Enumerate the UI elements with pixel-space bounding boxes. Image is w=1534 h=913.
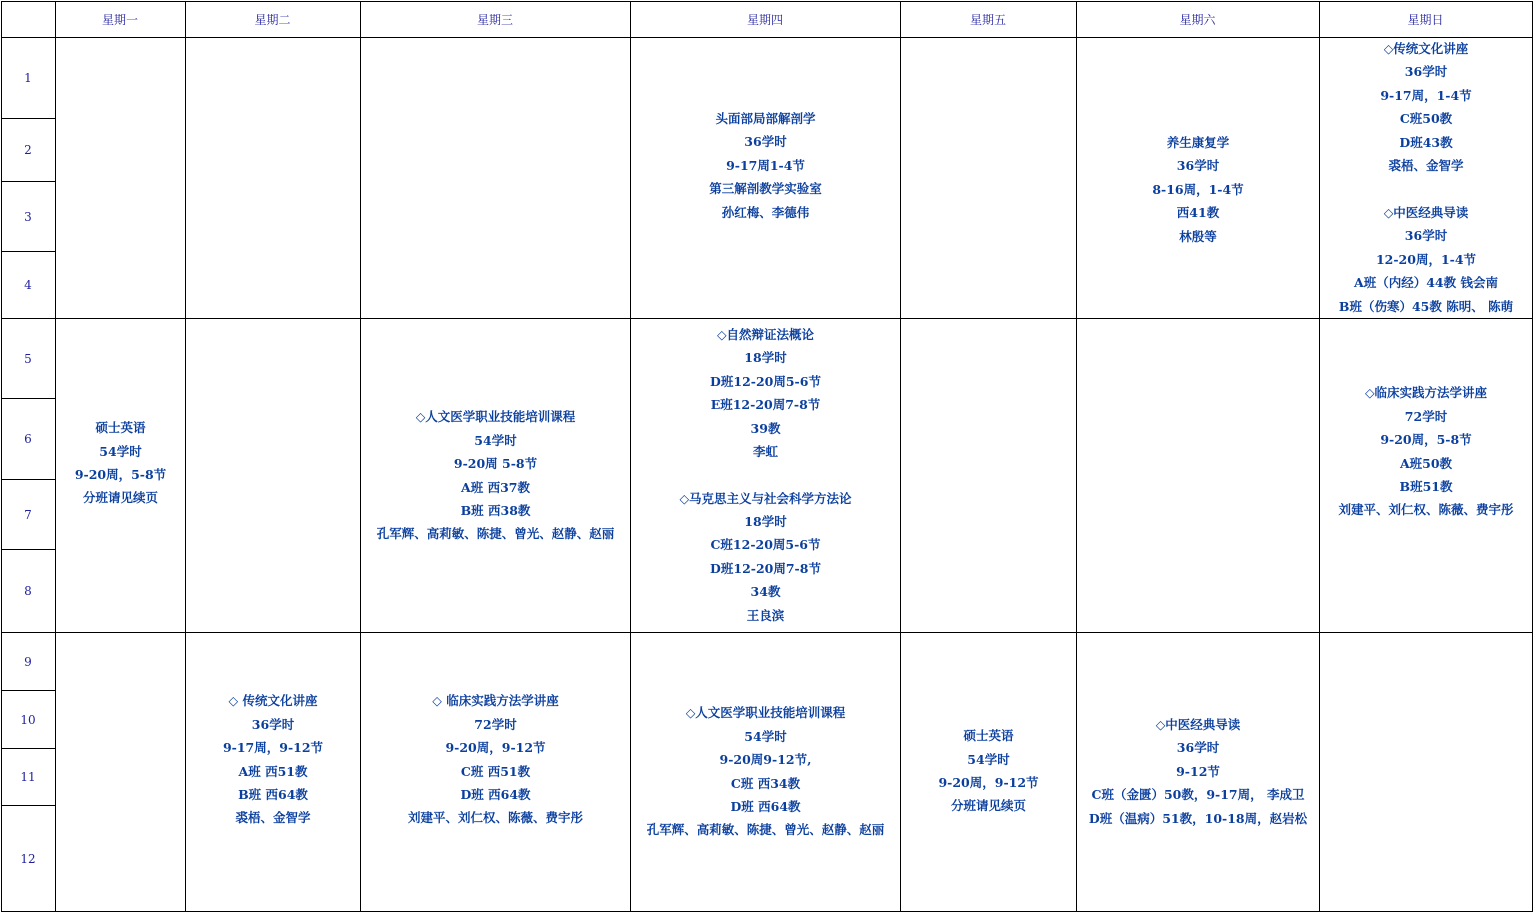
course-line: 36学时: [1404, 228, 1448, 244]
course-line: A班 西37教: [461, 479, 530, 495]
course-line: 54学时: [967, 751, 1010, 767]
course-line: ◇ 传统文化讲座: [228, 693, 318, 709]
course-line: C班12-20周5-6节: [710, 537, 821, 553]
day-header: 星期日: [1407, 13, 1444, 27]
day-header: 星期四: [746, 13, 783, 27]
course-line: 孔军辉、高莉敏、陈捷、曾光、赵静、赵丽: [646, 822, 885, 838]
course-block-sun-pm: [1320, 381, 1532, 522]
course-line: 养生康复学: [1166, 134, 1230, 150]
day-header: 星期一: [101, 13, 138, 27]
course-line: E班12-20周7-8节: [710, 397, 821, 413]
course-line: ◇传统文化讲座: [1383, 41, 1469, 57]
course-line: B班 西38教: [460, 502, 531, 518]
grid-line: [1, 318, 1532, 319]
course-line: 36学时: [1404, 64, 1448, 80]
course-line: 18学时: [744, 350, 787, 366]
course-line: 9-17周，9-12节: [222, 740, 324, 756]
course-line: ◇马克思主义与社会科学方法论: [679, 490, 852, 506]
course-block-fri-eve: [901, 724, 1076, 818]
course-line: 分班请见续页: [82, 490, 158, 506]
period-number: 3: [24, 209, 32, 224]
course-line: ◇中医经典导读: [1155, 716, 1241, 732]
course-line: A班 西51教: [238, 763, 308, 779]
course-block-thu-eve: [631, 701, 900, 842]
course-line: 李虹: [752, 443, 778, 459]
day-header: 星期六: [1179, 13, 1216, 27]
course-line: 裘梧、金智学: [235, 810, 311, 826]
course-line: 9-17周1-4节: [726, 157, 805, 173]
course-block-mon-pm: [56, 416, 185, 510]
course-line: B班（伤寒）45教 陈明、 陈萌: [1338, 298, 1514, 314]
grid-line: [1532, 1, 1533, 912]
course-line: ◇ 临床实践方法学讲座: [432, 693, 559, 709]
course-line: 刘建平、刘仁权、陈薇、费宇彤: [407, 810, 583, 826]
course-line: 72学时: [474, 716, 517, 732]
course-line: 36学时: [1176, 158, 1220, 174]
course-line: D班 西64教: [460, 786, 531, 802]
course-block-wed-pm: [361, 405, 630, 546]
course-line: D班12-20周5-6节: [710, 373, 821, 389]
course-line: 54学时: [474, 432, 517, 448]
period-number: 4: [24, 278, 32, 292]
period-number: 5: [24, 351, 32, 366]
course-line: 孙红梅、李德伟: [721, 204, 810, 220]
course-line: ◇人文医学职业技能培训课程: [415, 409, 576, 425]
course-line: D班（温病）51教，10-18周，赵岩松: [1088, 810, 1308, 826]
course-line: 72学时: [1404, 408, 1448, 424]
course-line: 9-20周，5-8节: [74, 467, 167, 482]
course-line: 硕士英语: [963, 728, 1014, 744]
course-line: 18学时: [744, 514, 787, 530]
course-line: ◇自然辩证法概论: [716, 326, 815, 342]
course-line: 36学时: [744, 134, 787, 150]
course-line: ◇人文医学职业技能培训课程: [685, 705, 846, 721]
period-number: 2: [24, 143, 32, 157]
course-line: 第三解剖教学实验室: [709, 181, 822, 197]
course-line: C班 西51教: [460, 763, 531, 779]
course-line: D班 西64教: [730, 798, 801, 814]
course-block-tue-eve: [186, 689, 360, 830]
course-line: A班（内经）44教 钱会南: [1354, 275, 1498, 291]
course-line: B班 西64教: [238, 786, 308, 802]
period-number: 1: [24, 71, 32, 85]
course-line: 36学时: [251, 716, 295, 732]
course-block-sat-eve: [1077, 713, 1319, 830]
course-line: C班 西34教: [730, 775, 801, 791]
course-line: 头面部局部解剖学: [715, 110, 816, 126]
course-line: 孔军辉、高莉敏、陈捷、曾光、赵静、赵丽: [376, 526, 615, 542]
period-number: 9: [24, 654, 32, 669]
course-line: D班12-20周7-8节: [710, 560, 821, 576]
course-line: 36学时: [1176, 740, 1220, 756]
period-number: 12: [20, 851, 36, 866]
course-line: C班（金匮）50教，9-17周， 李成卫: [1091, 787, 1305, 803]
course-line: 39教: [750, 420, 781, 436]
course-line: 刘建平、刘仁权、陈薇、费宇彤: [1338, 502, 1514, 518]
course-line: A班50教: [1399, 455, 1453, 471]
course-line: 裘梧、金智学: [1388, 158, 1464, 174]
course-block-sun-am: [1320, 37, 1532, 318]
period-number: 7: [24, 507, 32, 522]
course-line: 54学时: [744, 728, 787, 744]
period-number: 6: [24, 432, 32, 446]
course-line: 12-20周，1-4节: [1375, 251, 1477, 267]
course-line: D班43教: [1399, 134, 1453, 150]
course-line: 林殷等: [1179, 228, 1217, 244]
course-line: ◇中医经典导读: [1383, 204, 1469, 220]
course-line: 西41教: [1176, 205, 1220, 221]
course-line: 9-20周，5-8节: [1380, 432, 1472, 448]
course-line: 8-16周，1-4节: [1152, 181, 1244, 197]
course-line: 硕士英语: [95, 420, 146, 436]
course-line: 9-20周9-12节,: [719, 752, 812, 768]
course-block-sat-am: [1077, 131, 1319, 248]
course-line: 9-20周 5-8节: [453, 456, 538, 472]
course-block-thu-pm: [631, 323, 900, 627]
course-line: B班51教: [1399, 478, 1453, 494]
period-number: 10: [20, 712, 36, 727]
day-header: 星期二: [254, 13, 291, 27]
period-number: 11: [20, 770, 36, 784]
course-line: C班50教: [1399, 111, 1453, 127]
course-line: 9-20周，9-12节: [445, 740, 546, 756]
course-block-thu-am: [631, 107, 900, 224]
day-header: 星期三: [476, 13, 513, 27]
course-line: 9-17周，1-4节: [1380, 87, 1472, 103]
course-line: 54学时: [99, 443, 142, 459]
course-line: 王良滨: [746, 607, 785, 623]
course-line: 9-12节: [1176, 763, 1220, 779]
grid-line: [1, 632, 1532, 633]
course-line: ◇临床实践方法学讲座: [1364, 385, 1488, 401]
grid-line: [1, 37, 1532, 38]
day-header: 星期五: [969, 13, 1006, 27]
course-line: 分班请见续页: [950, 798, 1026, 814]
course-line: 9-20周，9-12节: [938, 775, 1039, 790]
course-line: 34教: [750, 584, 781, 600]
course-block-wed-eve: [361, 689, 630, 830]
grid-line: [1, 911, 1532, 912]
period-number: 8: [24, 584, 32, 598]
